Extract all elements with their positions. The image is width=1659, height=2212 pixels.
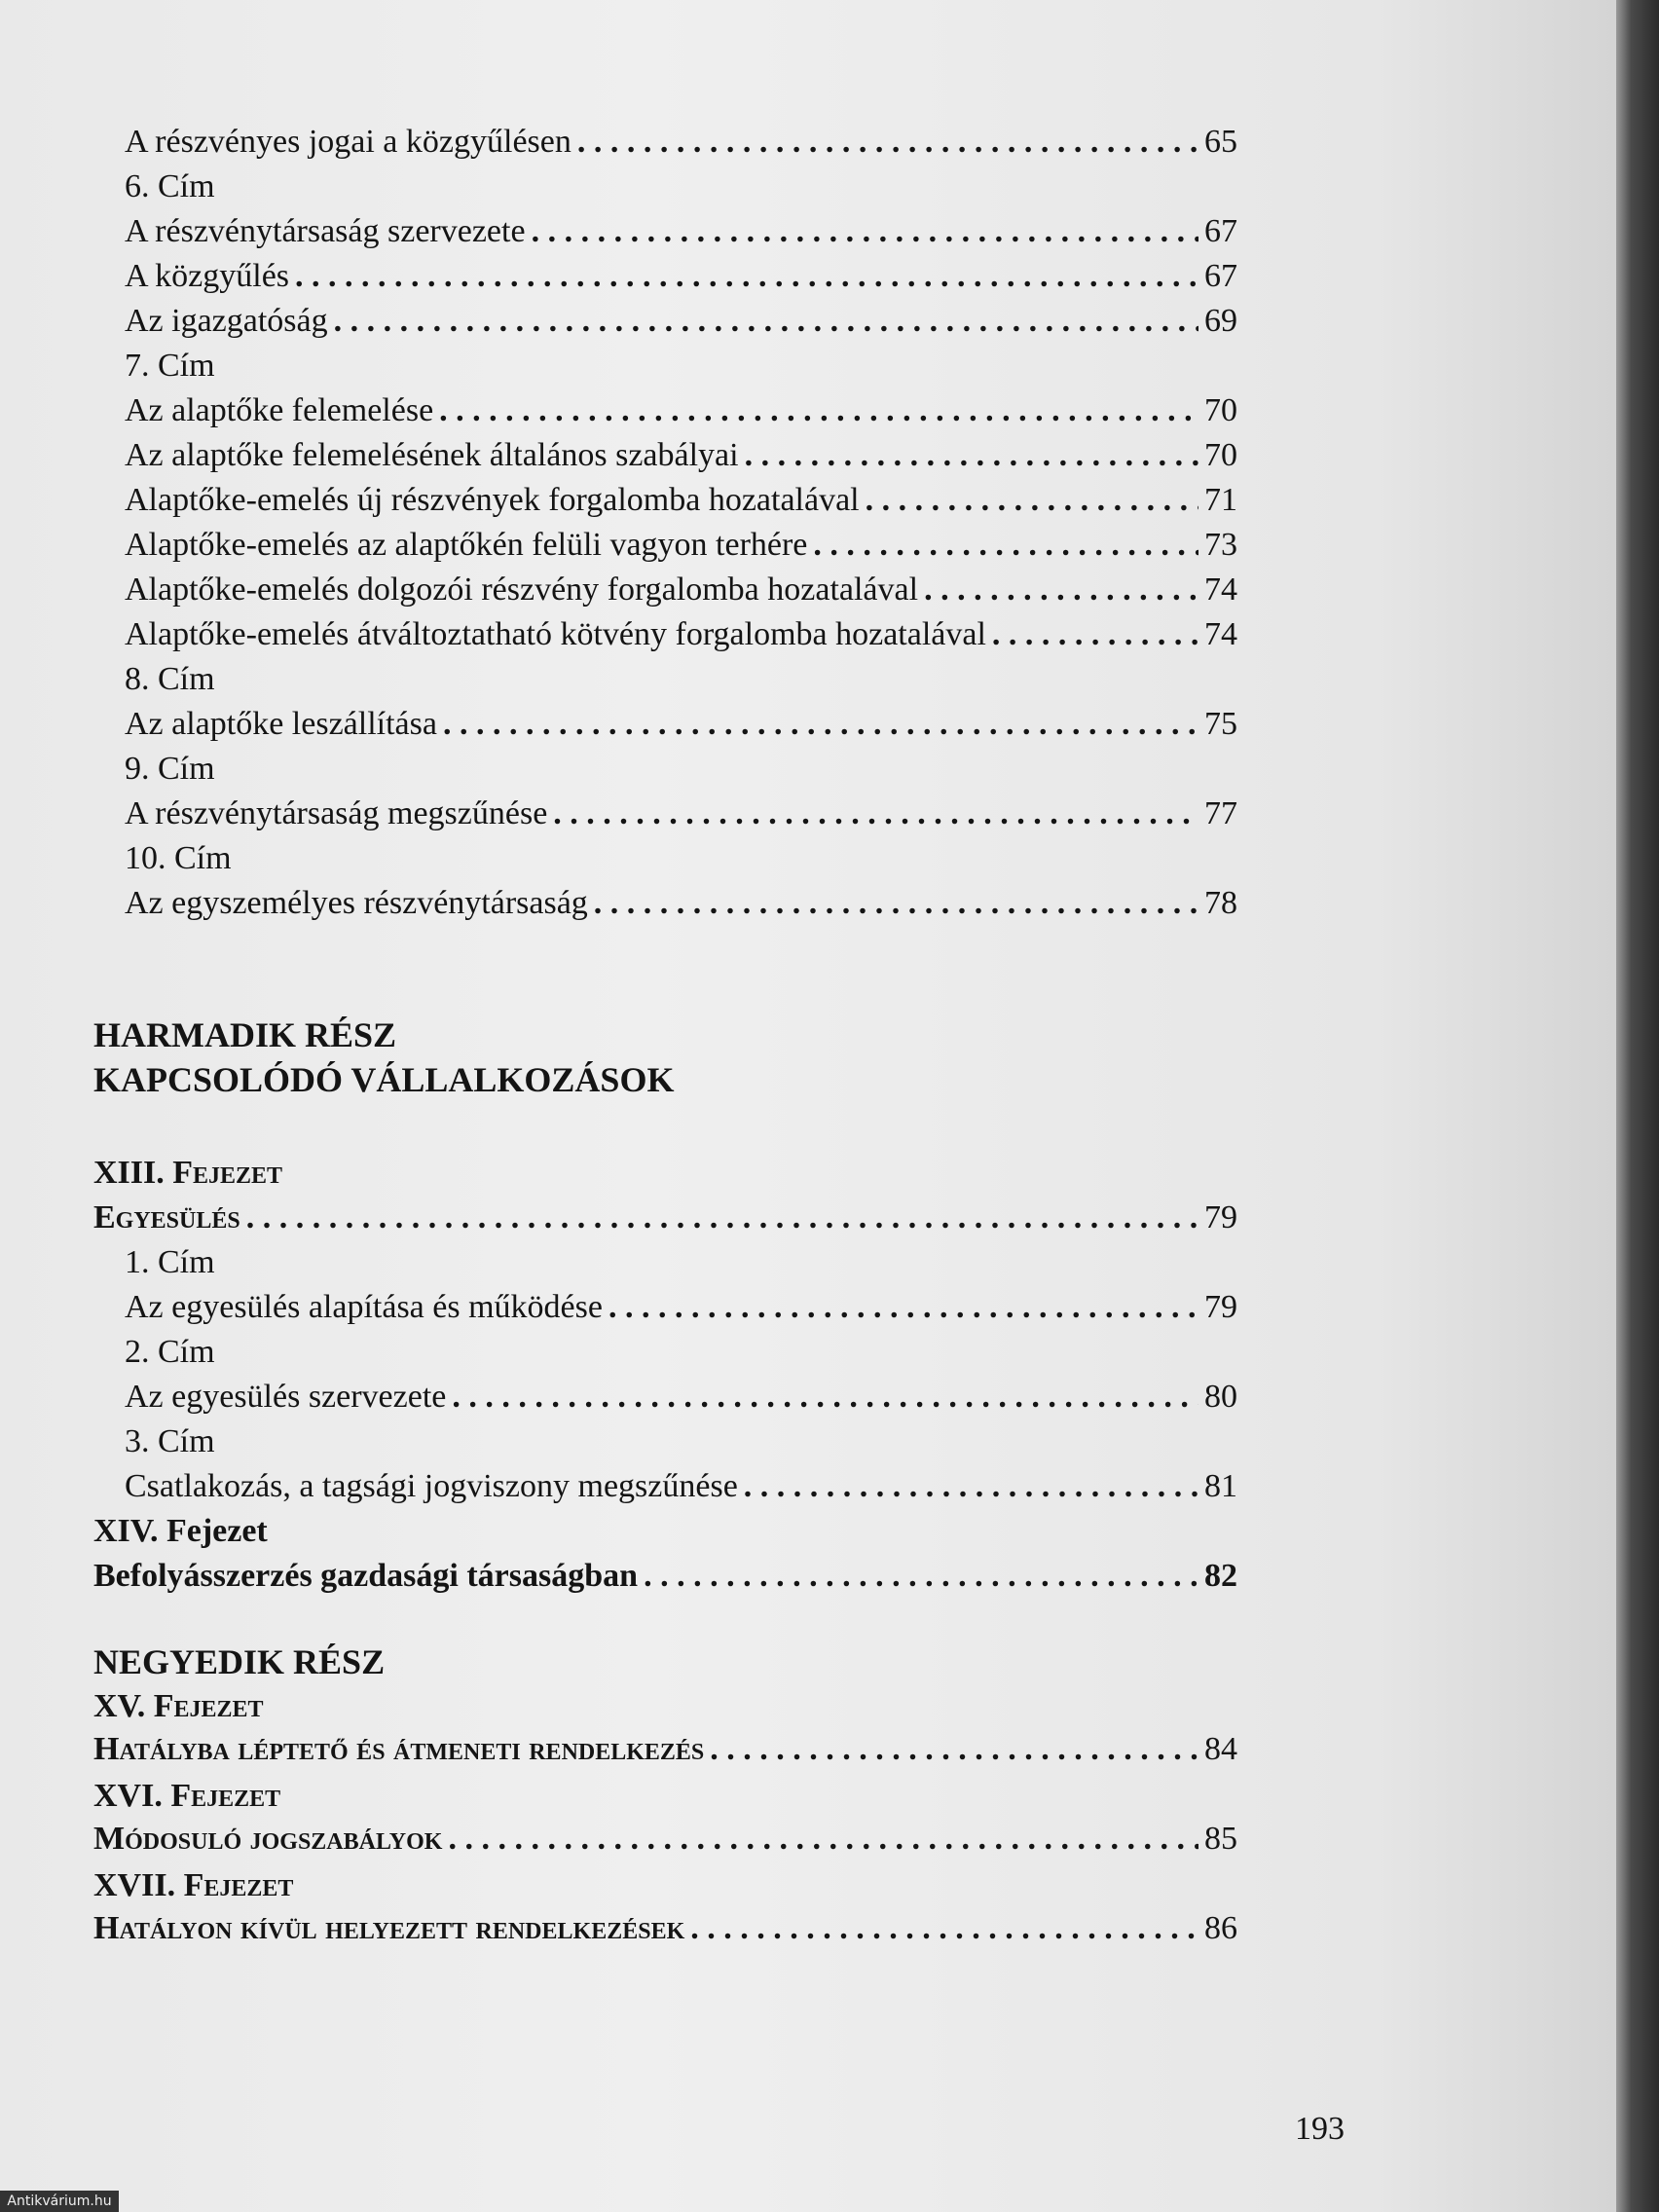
leader-dots (710, 1727, 1198, 1772)
toc-entry-page: 71 (1204, 482, 1237, 518)
section-label: 9. Cím (125, 751, 215, 787)
toc-entry-page: 69 (1204, 303, 1237, 339)
toc-entry (125, 702, 1237, 747)
leader-dots (553, 792, 1198, 836)
toc-entry (125, 1375, 1237, 1419)
toc-entry-title: A részvényes jogai a közgyűlésen (125, 124, 571, 160)
leader-dots (608, 1285, 1198, 1330)
section-label: 1. Cím (125, 1244, 215, 1280)
leader-dots (439, 388, 1198, 433)
toc-entry-page: 79 (1204, 1289, 1237, 1325)
chapter-entry (93, 1727, 1237, 1772)
leader-dots (744, 1464, 1198, 1509)
toc-entry-page: 74 (1204, 616, 1237, 652)
book-spine (1616, 0, 1659, 2212)
leader-dots (532, 209, 1198, 254)
toc-entry-title: Alaptőke-emelés az alaptőkén felüli vagyon terhére (125, 527, 808, 563)
toc-entry (125, 881, 1237, 926)
toc-entry-page: 67 (1204, 213, 1237, 249)
chapter-entry (93, 1196, 1237, 1240)
toc-entry-title: Alaptőke-emelés új részvények forgalomba hozatalával (125, 482, 860, 518)
toc-entry-title: Csatlakozás, a tagsági jogviszony megszűnése (125, 1468, 738, 1504)
leader-dots (334, 299, 1198, 344)
section-label: 10. Cím (125, 840, 232, 876)
toc-entry-title: A részvénytársaság megszűnése (125, 795, 548, 831)
chapter-title: Hatályba léptető és átmeneti rendelkezés (93, 1731, 705, 1767)
toc-entry-page: 70 (1204, 437, 1237, 473)
chapter-title: Hatályon kívül helyezett rendelkezések (93, 1910, 685, 1946)
chapter-page: 86 (1204, 1910, 1237, 1946)
leader-dots (690, 1906, 1198, 1951)
toc-entry-page: 80 (1204, 1379, 1237, 1415)
chapter-label: XIV. Fejezet (93, 1513, 268, 1549)
toc-entry-page: 78 (1204, 885, 1237, 921)
toc-entry-title: Alaptőke-emelés átváltoztatható kötvény forgalomba hozatalával (125, 616, 986, 652)
leader-dots (295, 254, 1198, 299)
section-label: 8. Cím (125, 661, 215, 697)
leader-dots (594, 881, 1198, 926)
toc-entry-title: Az egyesülés alapítása és működése (125, 1289, 603, 1325)
leader-dots (246, 1196, 1198, 1240)
toc-entry-page: 67 (1204, 258, 1237, 294)
toc-entry-page: 73 (1204, 527, 1237, 563)
chapter-page: 79 (1204, 1199, 1237, 1235)
toc-entry (125, 1464, 1237, 1509)
toc-entry-page: 75 (1204, 706, 1237, 742)
section-label: 7. Cím (125, 348, 215, 384)
toc-entry (125, 1285, 1237, 1330)
toc-entry (125, 388, 1237, 433)
toc-entry (125, 209, 1237, 254)
section-label: 2. Cím (125, 1334, 215, 1370)
toc-entry-title: Az alaptőke felemelése (125, 392, 434, 428)
leader-dots (813, 523, 1198, 568)
section-label: 6. Cím (125, 168, 215, 204)
toc-entry (125, 433, 1237, 478)
chapter-label: XIII. Fejezet (93, 1155, 283, 1191)
leader-dots (452, 1375, 1198, 1419)
chapter-label: XV. Fejezet (93, 1688, 264, 1724)
toc-entry-title: Az alaptőke leszállítása (125, 706, 437, 742)
toc-entry (125, 523, 1237, 568)
toc-entry (125, 254, 1237, 299)
toc-entry-title: Az egyszemélyes részvénytársaság (125, 885, 588, 921)
toc-entry (125, 299, 1237, 344)
chapter-page: 84 (1204, 1731, 1237, 1767)
toc-entry (125, 120, 1237, 165)
page-number: 193 (1295, 2111, 1345, 2147)
toc-entry-title: Az alaptőke felemelésének általános szabályai (125, 437, 739, 473)
part-subheading: KAPCSOLÓDÓ VÁLLALKOZÁSOK (93, 1060, 675, 1099)
leader-dots (577, 120, 1198, 165)
toc-entry-title: A közgyűlés (125, 258, 290, 294)
toc-entry (125, 612, 1237, 657)
leader-dots (924, 568, 1198, 612)
leader-dots (644, 1554, 1198, 1599)
leader-dots (443, 702, 1198, 747)
chapter-label: XVI. Fejezet (93, 1778, 281, 1814)
chapter-title: Egyesülés (93, 1199, 240, 1235)
chapter-entry (93, 1817, 1237, 1862)
chapter-entry (93, 1554, 1237, 1599)
toc-entry-title: A részvénytársaság szervezete (125, 213, 526, 249)
chapter-label: XVII. Fejezet (93, 1867, 294, 1903)
part-heading: NEGYEDIK RÉSZ (93, 1642, 386, 1681)
chapter-title: Befolyásszerzés gazdasági társaságban (93, 1558, 639, 1594)
leader-dots (745, 433, 1198, 478)
chapter-page: 82 (1204, 1558, 1237, 1594)
toc-entry-page: 77 (1204, 795, 1237, 831)
part-heading: HARMADIK RÉSZ (93, 1015, 397, 1054)
toc-entry-title: Az egyesülés szervezete (125, 1379, 447, 1415)
toc-entry-page: 74 (1204, 571, 1237, 608)
site-watermark: Antikvárium.hu (0, 2191, 119, 2212)
toc-entry (125, 792, 1237, 836)
toc-entry (125, 478, 1237, 523)
toc-entry-title: Az igazgatóság (125, 303, 328, 339)
chapter-page: 85 (1204, 1821, 1237, 1857)
toc-entry-page: 81 (1204, 1468, 1237, 1504)
toc-entry (125, 568, 1237, 612)
toc-entry-page: 70 (1204, 392, 1237, 428)
toc-entry-page: 65 (1204, 124, 1237, 160)
leader-dots (866, 478, 1198, 523)
leader-dots (992, 612, 1198, 657)
leader-dots (448, 1817, 1198, 1862)
chapter-title: Módosuló jogszabályok (93, 1821, 443, 1857)
toc-entry-title: Alaptőke-emelés dolgozói részvény forgalomba hozatalával (125, 571, 919, 608)
section-label: 3. Cím (125, 1423, 215, 1459)
chapter-entry (93, 1906, 1237, 1951)
